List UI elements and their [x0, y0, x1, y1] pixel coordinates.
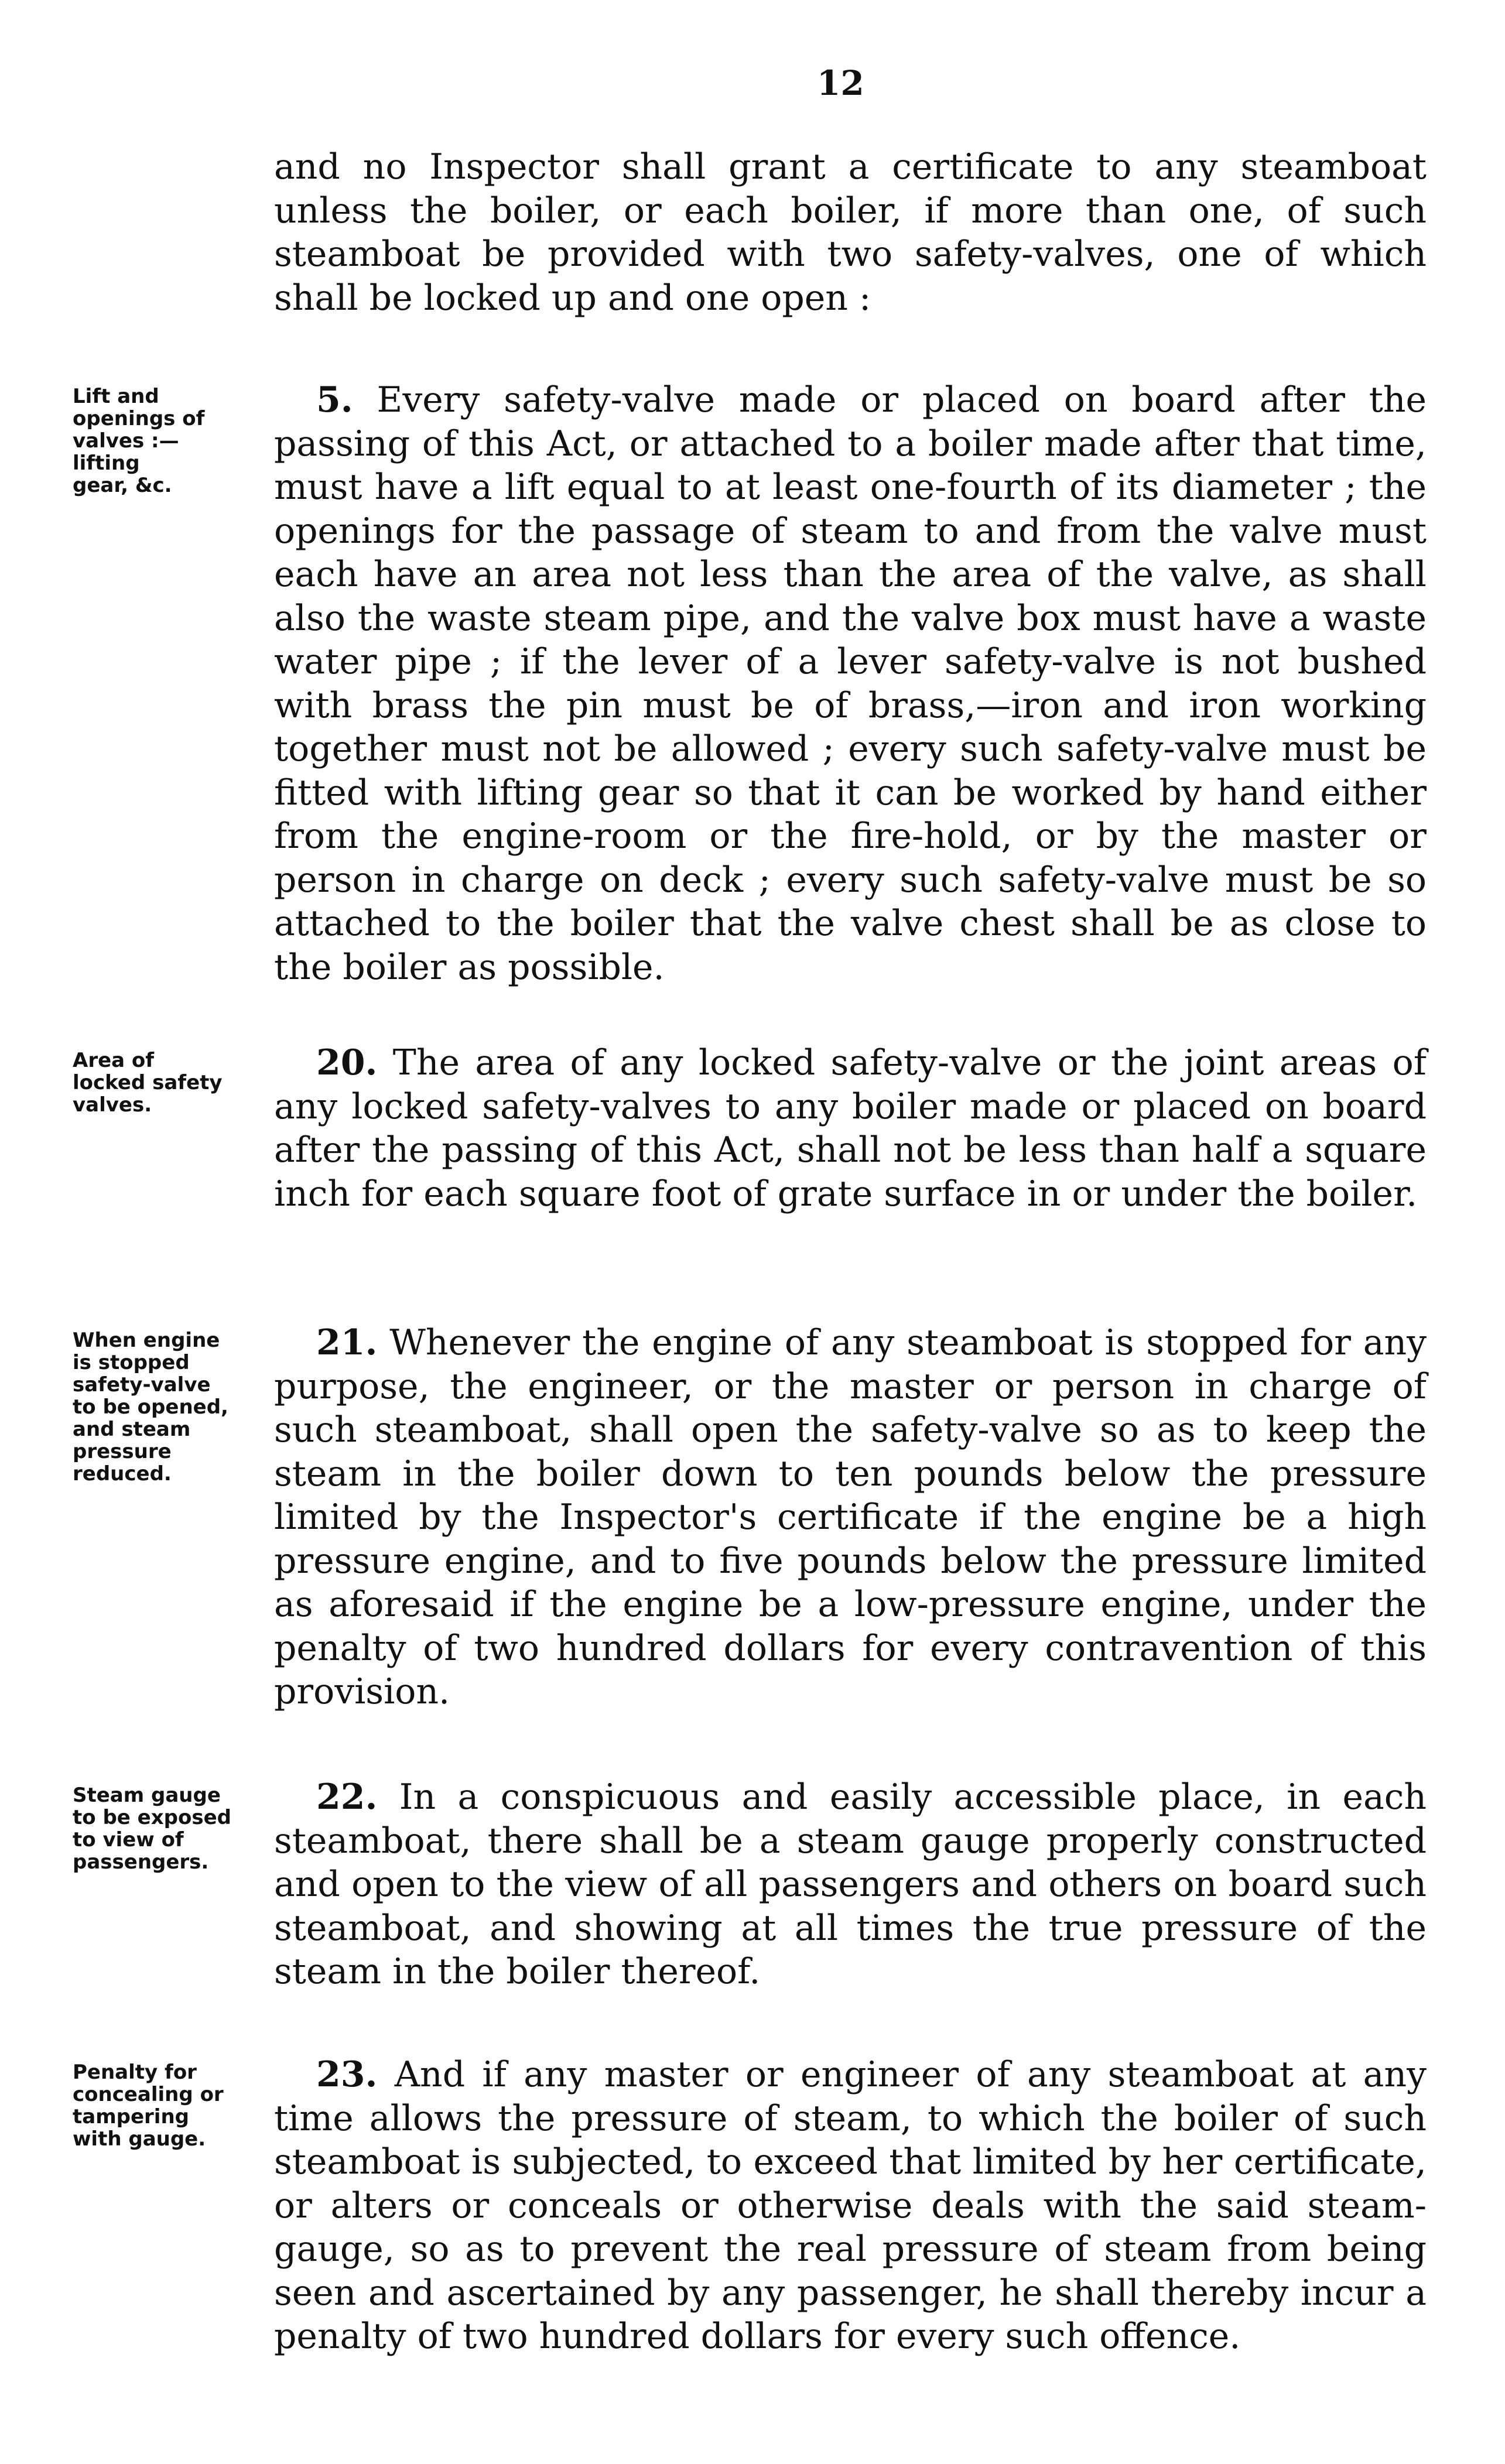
section-number: 23.	[316, 2054, 378, 2095]
margin-note-engine-stopped: When engine is stopped safety-valve to be opened, and steam pressure reduced.	[73, 1329, 228, 1486]
section-text: In a conspicuous and easily accessible place, in each steamboat, there shall be a steam gauge properly constructed and open to the view of all passengers and others on board such steamboat, and showing at all times the true pressure of the steam in the boiler thereof.	[274, 1777, 1438, 1992]
section-number: 5.	[316, 379, 353, 420]
margin-note-penalty-for-concealing: Penalty for concealing or tampering with gauge.	[73, 2061, 224, 2151]
section-22-paragraph	[274, 1775, 1438, 1994]
section-text: The area of any locked safety-valve or the joint areas of any locked safety-valves to any boiler made or placed on board after the passing of this Act, shall not be less than half a square inch for each square foot of grate surface in or under the boiler.	[274, 1042, 1438, 1214]
section-21-paragraph	[274, 1321, 1438, 1714]
section-text: Every safety-valve made or placed on board after the passing of this Act, or attached to a boiler made after that time, must have a lift equal to at least one-fourth of its diameter ; the openings for the passage of steam to and from the valve must each have an area not less than the area of the valve, as shall also the waste steam pipe, and the valve box must have a waste water pipe ; if the lever of a lever safety-valve is not bushed with brass the pin must be of brass,—iron and iron working together must not be allowed ; every such safety-valve must be fitted with lifting gear so that it can be worked by hand either from the engine-room or the fire-hold, or by the master or person in charge on deck ; every such safety-valve must be so attached to the boiler that the valve chest shall be as close to the boiler as possible.	[274, 379, 1438, 988]
section-20-paragraph	[274, 1041, 1438, 1216]
section-23-paragraph	[274, 2053, 1438, 2359]
intro-text: and no Inspector shall grant a certificate to any steamboat unless the boiler, or each boiler, if more than one, of such steamboat be provided with two safety-valves, one of which shall be locked up and one open :	[274, 146, 1438, 319]
page-number: 12	[817, 63, 864, 103]
section-19-paragraph	[274, 378, 1438, 989]
margin-note-steam-gauge: Steam gauge to be exposed to view of passengers.	[73, 1784, 232, 1874]
intro-paragraph	[274, 145, 1438, 320]
section-number: 21.	[316, 1322, 378, 1363]
margin-note-area-of-locked-valves: Area of locked safety valves.	[73, 1049, 223, 1117]
section-number: 22.	[316, 1777, 378, 1818]
section-number: 20.	[316, 1042, 378, 1083]
section-text: Whenever the engine of any steamboat is stopped for any purpose, the engineer, or the master or person in charge of such steamboat, shall open the safety-valve so as to keep the steam in the boiler down to ten pounds below the pressure limited by the Inspector's certificate if the engine be a high pressure engine, and to five pounds below the pressure limited as aforesaid if the engine be a low-pressure engine, under the penalty of two hundred dollars for every contravention of this provision.	[274, 1322, 1438, 1712]
margin-note-lift-and-openings: Lift and openings of valves :— lifting gear, &c.	[73, 385, 205, 497]
section-text: And if any master or engineer of any steamboat at any time allows the pressure of steam, to which the boiler of such steamboat is subjected, to exceed that limited by her certificate, or alters or conceals or otherwise deals with the said steam-gauge, so as to prevent the real pressure of steam from being seen and ascertained by any passenger, he shall thereby incur a penalty of two hundred dollars for every such offence.	[274, 2054, 1438, 2357]
